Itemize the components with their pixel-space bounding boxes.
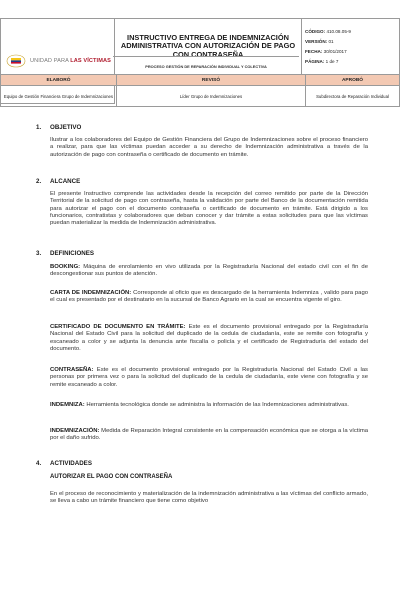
- term-certificado: CERTIFICADO DE DOCUMENTO EN TRÁMITE:: [50, 324, 186, 330]
- pagina-label: PÁGINA:: [305, 58, 326, 64]
- definition-booking: BOOKING: Máquina de enrolamiento en vivo utilizada por la Registraduría Nacional del estado civil con el fin de descongestionar sus puntos de atención.: [50, 264, 368, 278]
- definition-certificado: CERTIFICADO DE DOCUMENTO EN TRÁMITE: Este es el documento provisional entregado por la Registraduría Nacional del Estado Civil para la solicitud del duplicado de la cedula de ciudadanía, este se remite con fotografía y escaneado a color y se adjunta la denuncia ante fiscalía o policía y el certificado de Registraduría del estado del documento.: [50, 324, 368, 352]
- definition-contrasena: CONTRASEÑA: Este es el documento provisional entregado por la Registraduría Nacional del Estado Civil a las personas por primera vez o para la solicitud del duplicado de la cedula de ciudadanía, este viene con fotografía y se remite escaneado a color.: [50, 367, 368, 388]
- actividades-text: En el proceso de reconocimiento y materialización de la indemnización administrativa a las víctimas del conflicto armado, se lleva a cabo un trámite financiero que tiene como objetivo: [50, 491, 368, 505]
- unidad-victimas-logo: [1, 54, 114, 68]
- term-contrasena: CONTRASEÑA:: [50, 367, 94, 373]
- section-definiciones-heading: 3. DEFINICIONES: [36, 250, 95, 257]
- logo-text: UNIDAD PARA: [30, 58, 71, 64]
- reviso-header: REVISÓ: [117, 75, 306, 86]
- elaboro-header: ELABORÓ: [1, 75, 117, 86]
- meta-cell: [302, 19, 400, 75]
- section-objetivo-heading: 1. OBJETIVO: [36, 124, 82, 131]
- term-carta: CARTA DE INDEMNIZACIÓN:: [50, 290, 132, 296]
- roles-table: [0, 74, 400, 107]
- version-value: 01: [328, 38, 334, 44]
- actividades-subheading: AUTORIZAR EL PAGO CON CONTRASEÑA: [50, 474, 173, 480]
- elaboro-value: Equipo de Gestión Financiera Grupo de Indemnizaciones: [1, 86, 117, 107]
- alcance-text: El presente Instructivo comprende las actividades desde la recepción del correo remitido por parte de la Dirección Territorial de la solicitud de pago con contraseña, hasta la validación por parte del Banco de la documentación remitida para autorizar el pago con el documento contraseña o certificado de documento en trámite. Está dirigido a los funcionarios, contratistas y colaboradores que deban conocer y dar trámite a estas solicitudes para que las víctimas puedan materializar la medida de Indemnización administrativa.: [50, 191, 368, 227]
- process-row: [113, 56, 299, 75]
- fecha-value: 30/01/2017: [323, 48, 347, 54]
- document-title: INSTRUCTIVO ENTREGA DE INDEMNIZACIÓN ADMINISTRATIVA CON AUTORIZACIÓN DE PAGO CON CONTRASEÑA: [120, 32, 296, 59]
- aprobo-value: Subdirectora de Reparación Individual: [306, 86, 400, 107]
- term-indemniza: INDEMNIZA:: [50, 402, 85, 408]
- fecha-label: FECHA:: [305, 48, 324, 54]
- section-actividades-heading: 4. ACTIVIDADES: [36, 460, 92, 467]
- logo-text-bold: LAS VÍCTIMAS: [70, 58, 111, 64]
- section-alcance-heading: 2. ALCANCE: [36, 178, 81, 185]
- colombia-flag-icon: [5, 54, 27, 68]
- definition-carta: CARTA DE INDEMNIZACIÓN: Corresponde al oficio que es descargado de la herramienta Indemniza , valido para pago el cual es presentado por el destinatario en la sucursal de Banco Agrario en la cual se encuentra vigente el giro.: [50, 290, 368, 304]
- version-label: VERSIÓN:: [305, 38, 329, 44]
- term-indemnizacion: INDEMNIZACIÓN:: [50, 428, 100, 434]
- objetivo-text: Ilustrar a los colaboradores del Equipo de Gestión Financiera del Grupo de Indemnizaciones sobre el proceso financiero a realizar, para que las víctimas puedan acceder a su derecho de Indemnización administrativa a través de la autorización de pago con contraseña o certificado de documento en trámite.: [50, 137, 368, 158]
- definition-indemnizacion: INDEMNIZACIÓN: Medida de Reparación Integral consistente en la compensación económica que se otorga a la víctima por el daño sufrido.: [50, 428, 368, 442]
- codigo-value: 410.08.05-9: [326, 28, 351, 34]
- pagina-value: 1 de 7: [325, 58, 339, 64]
- aprobo-header: APROBÓ: [306, 75, 400, 86]
- reviso-value: Líder Grupo de Indemnizaciones: [117, 86, 306, 107]
- term-booking: BOOKING:: [50, 264, 81, 270]
- process-name: PROCESO GESTIÓN DE REPARACIÓN INDIVIDUAL Y COLECTIVA: [145, 63, 267, 69]
- definition-indemniza: INDEMNIZA: Herramienta tecnológica donde se administra la información de las Indemnizaciones administrativas.: [50, 402, 349, 408]
- codigo-label: CÓDIGO:: [305, 28, 327, 34]
